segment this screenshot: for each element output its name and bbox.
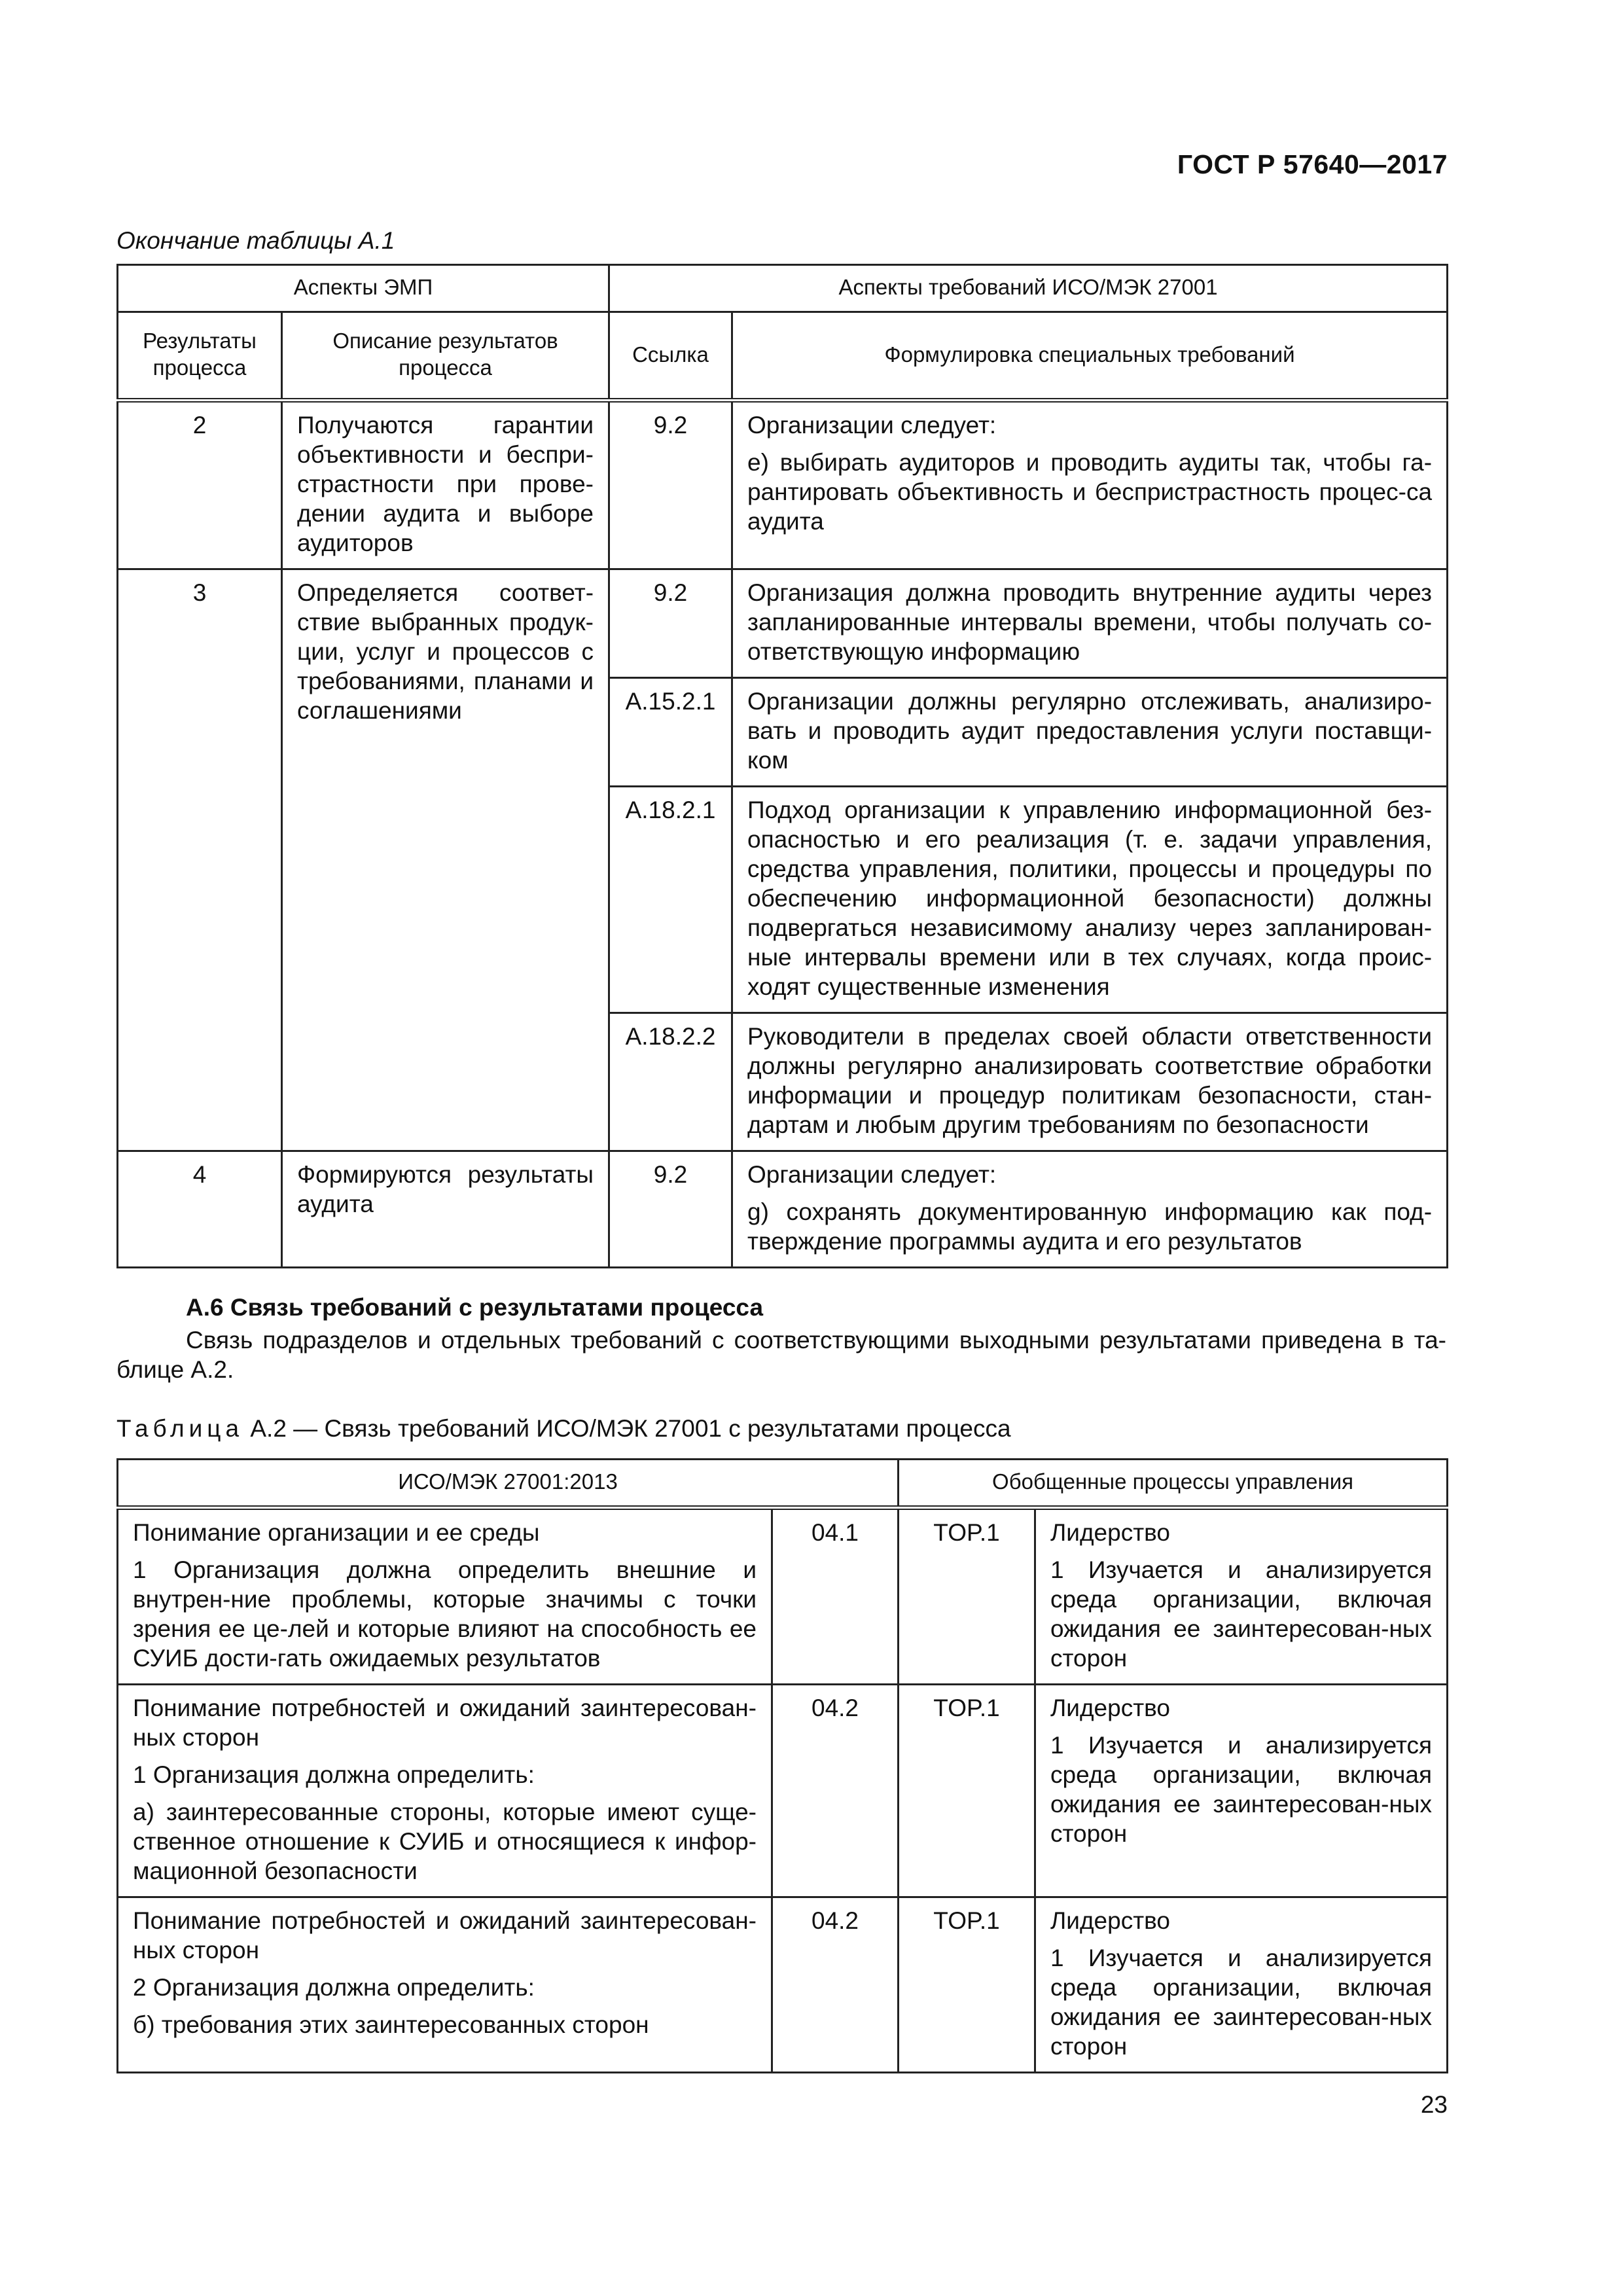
reference-code: А.18.2.1 xyxy=(609,787,732,1013)
standard-designation: ГОСТ Р 57640—2017 xyxy=(1177,149,1448,179)
reference-code: 9.2 xyxy=(609,401,732,569)
table-row xyxy=(118,1897,1448,2073)
result-number: 2 xyxy=(118,401,282,569)
table-row xyxy=(118,1151,1448,1268)
requirement-intro: Организации следует: xyxy=(747,412,997,439)
col-header-results: Результаты процесса xyxy=(118,312,282,401)
requirement-intro: Организации следует: xyxy=(747,1161,997,1188)
process-description xyxy=(1035,1685,1448,1897)
requirement-text: Подход организации к управлению информационной без-опасностью и его реализация (т. е. задачи управления, средства управления, политики, процессы и процедуры по обеспечению информационной безопасности) должны подвергаться независимому анализу через запланирован-ные интервалы времени или в тех случаях, когда проис-ходят существенные изменения xyxy=(732,787,1448,1013)
requirement-item: е) выбирать аудиторов и проводить аудиты так, чтобы га-рантировать объективность и беспристрастность процес-са аудита xyxy=(747,449,1433,535)
iso-requirement xyxy=(118,1897,772,2073)
caption-label: Таблица xyxy=(116,1415,244,1442)
reference-code: А.18.2.2 xyxy=(609,1013,732,1151)
reference-code: А.15.2.1 xyxy=(609,678,732,787)
table-a1-continuation-caption: Окончание таблицы А.1 xyxy=(116,227,395,254)
process-result: 1 Изучается и анализируется среда организации, включая ожидания ее заинтересован-ных сторон xyxy=(1050,1556,1433,1672)
table-row xyxy=(118,1508,1448,1685)
result-number: 4 xyxy=(118,1151,282,1268)
requirement-title: Понимание организации и ее среды xyxy=(133,1519,540,1546)
clause-code: 04.1 xyxy=(772,1508,899,1685)
requirement-text: Руководители в пределах своей области ответственности должны регулярно анализировать соответствие обработки информации и процедур политикам безопасности, стан-дартам и любым другим требованиям по безопасности xyxy=(732,1013,1448,1151)
requirement-title: Понимание потребностей и ожиданий заинтересован-ных сторон xyxy=(133,1695,757,1751)
process-title: Лидерство xyxy=(1050,1519,1170,1546)
reference-code: 9.2 xyxy=(609,1151,732,1268)
result-description: Определяется соответ-ствие выбранных продук-ции, услуг и процессов с требованиями, планами и соглашениями xyxy=(282,569,609,1151)
process-result: 1 Изучается и анализируется среда организации, включая ожидания ее заинтересован-ных сторон xyxy=(1050,1945,1433,2060)
col-header-reference: Ссылка xyxy=(609,312,732,401)
process-title: Лидерство xyxy=(1050,1907,1170,1934)
clause-code: 04.2 xyxy=(772,1685,899,1897)
requirement-subitem: а) заинтересованные стороны, которые имеют суще-ственное отношение к СУИБ и относящиеся к инфор-мационной безопасности xyxy=(133,1799,757,1884)
section-heading-a6: А.6 Связь требований с результатами процесса xyxy=(186,1294,764,1321)
group-header-iso: Аспекты требований ИСО/МЭК 27001 xyxy=(609,265,1448,312)
requirement-subitem: б) требования этих заинтересованных сторон xyxy=(133,2011,649,2038)
requirement-text: Организации должны регулярно отслеживать, анализиро-вать и проводить аудит предоставления услуги поставщи-ком xyxy=(732,678,1448,787)
caption-title: А.2 — Связь требований ИСО/МЭК 27001 с результатами процесса xyxy=(243,1415,1011,1442)
requirement-text xyxy=(732,1151,1448,1268)
requirement-text: Организация должна проводить внутренние аудиты через запланированные интервалы времени, чтобы получать со-ответствующую информацию xyxy=(732,569,1448,678)
requirement-item: 1 Организация должна определить: xyxy=(133,1761,535,1788)
page-number: 23 xyxy=(1420,2091,1448,2118)
header-generalized-processes: Обобщенные процессы управления xyxy=(899,1460,1448,1508)
clause-code: 04.2 xyxy=(772,1897,899,2073)
table-row xyxy=(118,1685,1448,1897)
table-a1 xyxy=(116,264,1448,1268)
requirement-text xyxy=(732,401,1448,569)
requirement-item: g) сохранять документированную информацию как под-тверждение программы аудита и его результатов xyxy=(747,1198,1433,1255)
result-number: 3 xyxy=(118,569,282,1151)
process-description xyxy=(1035,1897,1448,2073)
process-code: TOP.1 xyxy=(899,1685,1035,1897)
process-code: TOP.1 xyxy=(899,1508,1035,1685)
table-a2-caption xyxy=(116,1414,1011,1443)
process-description xyxy=(1035,1508,1448,1685)
col-header-requirements: Формулировка специальных требований xyxy=(732,312,1448,401)
col-header-description: Описание результатов процесса xyxy=(282,312,609,401)
result-description: Получаются гарантии объективности и беспри-страстности при прове-дении аудита и выборе аудиторов xyxy=(282,401,609,569)
result-description: Формируются результаты аудита xyxy=(282,1151,609,1268)
header-iso-27001-2013: ИСО/МЭК 27001:2013 xyxy=(118,1460,899,1508)
process-code: TOP.1 xyxy=(899,1897,1035,2073)
iso-requirement xyxy=(118,1508,772,1685)
group-header-emp: Аспекты ЭМП xyxy=(118,265,609,312)
section-a6-paragraph: Связь подразделов и отдельных требований с соответствующими выходными результатами приведена в та-блице А.2. xyxy=(116,1327,1446,1383)
table-row xyxy=(118,569,1448,678)
reference-code: 9.2 xyxy=(609,569,732,678)
table-a2 xyxy=(116,1458,1448,2073)
requirement-item: 2 Организация должна определить: xyxy=(133,1974,535,2001)
process-result: 1 Изучается и анализируется среда организации, включая ожидания ее заинтересован-ных сторон xyxy=(1050,1732,1433,1847)
iso-requirement xyxy=(118,1685,772,1897)
table-row xyxy=(118,401,1448,569)
process-title: Лидерство xyxy=(1050,1695,1170,1721)
requirement-title: Понимание потребностей и ожиданий заинтересован-ных сторон xyxy=(133,1907,757,1964)
requirement-item: 1 Организация должна определить внешние и внутрен-ние проблемы, которые значимы с точки зрения ее це-лей и которые влияют на способность ее СУИБ дости-гать ожидаемых результатов xyxy=(133,1556,757,1672)
